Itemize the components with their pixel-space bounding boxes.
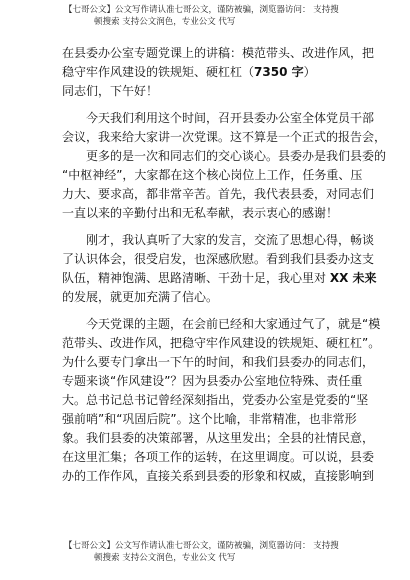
para3-line: 今天党课的主题，在会前已经和大家通过气了，就是“模 [86, 317, 381, 331]
footer-line-1: 【七哥公文】公文写作请认准七哥公文，谨防被骗，浏览器访问： 支持搜 [64, 541, 339, 551]
page-footer [64, 540, 364, 564]
para1-line: 一直以来的辛勤付出和无私奉献，表示衷心的感谢！ [62, 206, 339, 220]
title-text: 稳守牢作风建设的铁规矩、硬杠杠（ [62, 65, 255, 79]
para3-line: 办的工作作风，直接关系到县委的形象和权威，直接影响到 [62, 469, 375, 483]
title-line-2 [62, 63, 362, 82]
para1-line: “中枢神经”，大家都在这个核心岗位上工作，任务重、压 [62, 168, 363, 182]
para3-line: 强前哨”和“巩固后院”。这个比喻，非常精准，也非常形 [62, 412, 357, 426]
para2-line: 了认识体会，很受启发，也深感欣慰。看到我们县委办这支 [62, 252, 375, 266]
para3-line: 为什么要专门拿出一下午的时间，和我们县委办的同志们， [62, 355, 375, 369]
para3-line: 在这里汇集；各项工作的运转，在这里调度。可以说，县委 [62, 450, 375, 464]
header-line-1: 【七哥公文】公文写作请认准七哥公文，谨防被骗，浏览器访问： 支持搜 [64, 5, 339, 15]
para1-line: 会议，我来给大家讲一次党课。这不算是一个正式的报告会， [62, 130, 387, 144]
para3-line: 象。我们县委的决策部署，从这里发出；全县的社情民意， [62, 431, 375, 445]
para2-line: 刚才，我认真听了大家的发言，交流了思想心得，畅谈 [86, 233, 375, 247]
para1-line: 力大、要求高，都非常辛苦。首先，我代表县委，对同志们 [62, 187, 375, 201]
para2-text: 队伍，精神饱满、思路清晰、干劲十足，我心里对 [62, 271, 330, 285]
para1-line: 更多的是一次和同志们的交心谈心。县委办是我们县委的 [86, 149, 387, 163]
document-body [62, 44, 387, 486]
word-count: 7350 字 [254, 65, 304, 79]
para1-line: 今天我们利用这个时间，召开县委办公室全体党员干部 [86, 111, 375, 125]
salutation: 同志们，下午好！ [62, 84, 159, 98]
title-end: ） [303, 65, 316, 79]
title-line-1: 在县委办公室专题党课上的讲稿：模范带头、改进作风，把 [62, 46, 375, 60]
para2-emphasis: XX 未来 [329, 271, 377, 285]
para2-line: 的发展，就更加充满了信心。 [62, 290, 219, 304]
footer-line-2: 顿搜索 支持公文润色，专业公文 代写 [94, 553, 236, 563]
para3-line: 专题来谈“作风建设”？因为县委办公室地位特殊、责任重 [62, 374, 363, 388]
page-header [64, 4, 364, 28]
para2-line [62, 269, 377, 288]
header-line-2: 顿搜索 支持公文润色，专业公文 代写 [94, 17, 236, 27]
para3-line: 大。总书记总书记曾经深刻指出，党委办公室是党委的“坚 [62, 393, 369, 407]
para3-line: 范带头、改进作风，把稳守牢作风建设的铁规矩、硬杠杠”。 [62, 336, 381, 350]
